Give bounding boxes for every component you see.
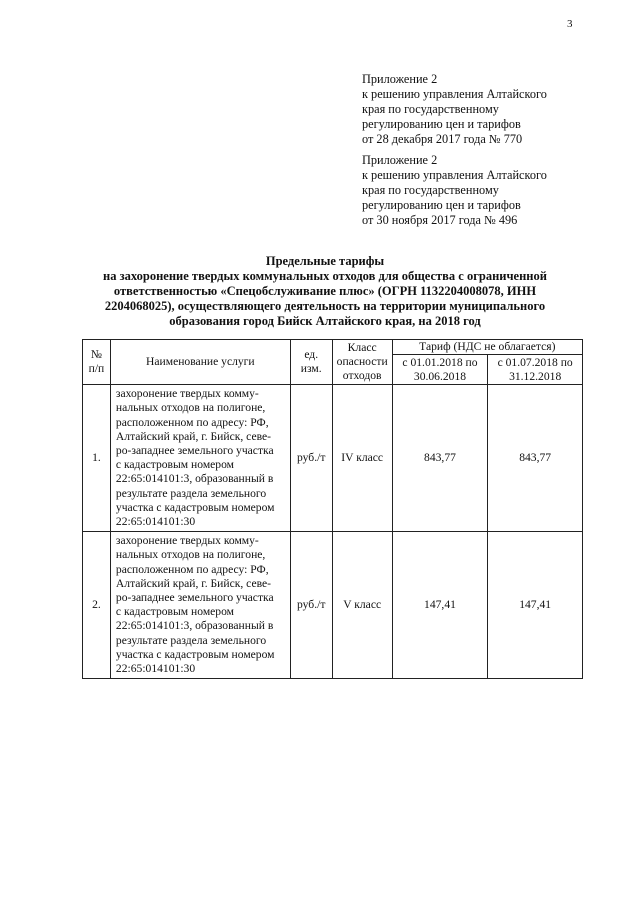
service-line: расположенном по адресу: РФ, [115,562,269,576]
table-header-row [83,340,583,355]
title-line: Предельные тарифы [265,254,385,268]
service-line: 22:65:014101:3, образованный в [115,472,274,486]
service-line: с кадастровым номером [115,458,235,472]
service-line: участка с кадастровым номером [115,647,275,661]
service-description [110,385,290,532]
appendix-line: к решению управления Алтайского [362,168,547,182]
service-line: 22:65:014101:30 [115,662,196,676]
row-number: 1. [83,385,111,532]
tariff-period-1-cell: 147,41 [392,532,488,679]
appendix-current [362,72,592,147]
header-period-2: с 01.07.2018 по 31.12.2018 [488,355,583,385]
appendix-line: регулированию цен и тарифов [362,198,521,212]
appendix-line: от 30 ноября 2017 года № 496 [362,213,518,227]
service-line: нальных отходов на полигоне, [115,548,266,562]
header-hazard-class: Класс опасности отходов [332,340,392,385]
service-line: с кадастровым номером [115,605,235,619]
header-unit: ед. изм. [290,340,332,385]
header-tariff-group: Тариф (НДС не облагается) [392,340,582,355]
appendix-line: Приложение 2 [362,153,438,167]
service-line: Алтайский край, г. Бийск, севе- [115,576,272,590]
row-number: 2. [83,532,111,679]
title-line: ответственностью «Спецобслуживание плюс» (ОГРН 1132204008078, ИНН [113,284,537,298]
unit-cell: руб./т [290,532,332,679]
hazard-class-cell: V класс [332,532,392,679]
appendix-line: регулированию цен и тарифов [362,117,521,131]
title-line: образования город Бийск Алтайского края, на 2018 год [169,314,481,328]
service-line: 22:65:014101:30 [115,515,196,529]
page-number: 3 [567,18,573,30]
appendix-line: края по государственному [362,102,499,116]
appendix-line: Приложение 2 [362,72,438,86]
service-description [110,532,290,679]
header-service: Наименование услуги [110,340,290,385]
service-line: захоронение твердых комму- [115,534,259,548]
unit-cell: руб./т [290,385,332,532]
service-line: результате раздела земельного [115,633,267,647]
tariff-table [82,339,583,679]
service-line: Алтайский край, г. Бийск, севе- [115,429,272,443]
header-period-1: с 01.01.2018 по 30.06.2018 [392,355,488,385]
tariff-period-2-cell: 147,41 [488,532,583,679]
header-number: № п/п [83,340,111,385]
title-line: 2204068025), осуществляющего деятельность на территории муниципального [104,299,546,313]
table-row [83,532,583,679]
service-line: участка с кадастровым номером [115,500,275,514]
appendix-previous [362,153,592,228]
appendix-line: края по государственному [362,183,499,197]
service-line: расположенном по адресу: РФ, [115,415,269,429]
appendix-line: к решению управления Алтайского [362,87,547,101]
service-line: ро-западнее земельного участка [115,444,274,458]
service-line: ро-западнее земельного участка [115,591,274,605]
service-line: 22:65:014101:3, образованный в [115,619,274,633]
hazard-class-cell: IV класс [332,385,392,532]
document-title [95,254,555,329]
tariff-period-1-cell: 843,77 [392,385,488,532]
service-line: нальных отходов на полигоне, [115,401,266,415]
title-line: на захоронение твердых коммунальных отходов для общества с ограниченной [103,269,547,283]
tariff-period-2-cell: 843,77 [488,385,583,532]
service-line: результате раздела земельного [115,486,267,500]
table-row [83,385,583,532]
service-line: захоронение твердых комму- [115,387,259,401]
appendix-line: от 28 декабря 2017 года № 770 [362,132,523,146]
